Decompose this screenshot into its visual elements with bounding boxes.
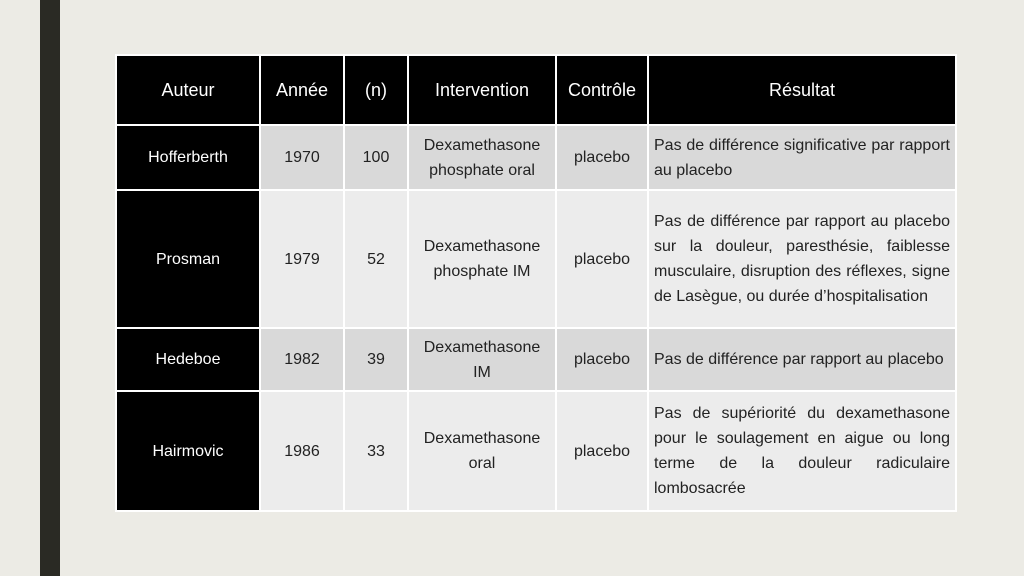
result-cell: Pas de différence par rapport au placebo	[648, 328, 956, 391]
results-table	[115, 54, 957, 512]
control-cell: placebo	[556, 125, 648, 190]
result-cell: Pas de différence significative par rapport au placebo	[648, 125, 956, 190]
n-cell: 33	[344, 391, 408, 511]
table-row	[116, 125, 956, 190]
header-row	[116, 55, 956, 125]
table-row	[116, 190, 956, 328]
result-cell: Pas de différence par rapport au placebo sur la douleur, paresthésie, faiblesse musculaire, disruption des réflexes, signe de Lasègue, ou durée d’hospitalisation	[648, 190, 956, 328]
header-controle: Contrôle	[556, 55, 648, 125]
intervention-cell	[408, 328, 556, 391]
intervention-line: Dexamethasone	[423, 238, 541, 255]
result-cell: Pas de supériorité du dexamethasone pour le soulagement en aigue ou long terme de la douleur radiculaire lombosacrée	[648, 391, 956, 511]
header-auteur: Auteur	[116, 55, 260, 125]
year-cell: 1970	[260, 125, 344, 190]
intervention-line: Dexamethasone	[423, 136, 541, 154]
author-cell: Hairmovic	[116, 391, 260, 511]
control-cell: placebo	[556, 190, 648, 328]
intervention-line: oral	[468, 455, 496, 472]
author-cell: Hedeboe	[116, 328, 260, 391]
header-intervention: Intervention	[408, 55, 556, 125]
left-accent-bar	[40, 0, 60, 576]
intervention-cell	[408, 125, 556, 190]
header-resultat: Résultat	[648, 55, 956, 125]
intervention-line: IM	[473, 363, 491, 381]
year-cell: 1982	[260, 328, 344, 391]
author-cell: Prosman	[116, 190, 260, 328]
n-cell: 52	[344, 190, 408, 328]
intervention-line: phosphate oral	[429, 161, 535, 179]
author-cell: Hofferberth	[116, 125, 260, 190]
intervention-line: Dexamethasone	[423, 430, 541, 447]
n-cell: 39	[344, 328, 408, 391]
year-cell: 1986	[260, 391, 344, 511]
intervention-line: Dexamethasone	[423, 338, 541, 356]
header-n: (n)	[344, 55, 408, 125]
header-annee: Année	[260, 55, 344, 125]
control-cell: placebo	[556, 328, 648, 391]
intervention-cell	[408, 190, 556, 328]
year-cell: 1979	[260, 190, 344, 328]
n-cell: 100	[344, 125, 408, 190]
table-row	[116, 391, 956, 511]
control-cell: placebo	[556, 391, 648, 511]
intervention-cell	[408, 391, 556, 511]
table-row	[116, 328, 956, 391]
intervention-line: phosphate IM	[433, 263, 531, 280]
